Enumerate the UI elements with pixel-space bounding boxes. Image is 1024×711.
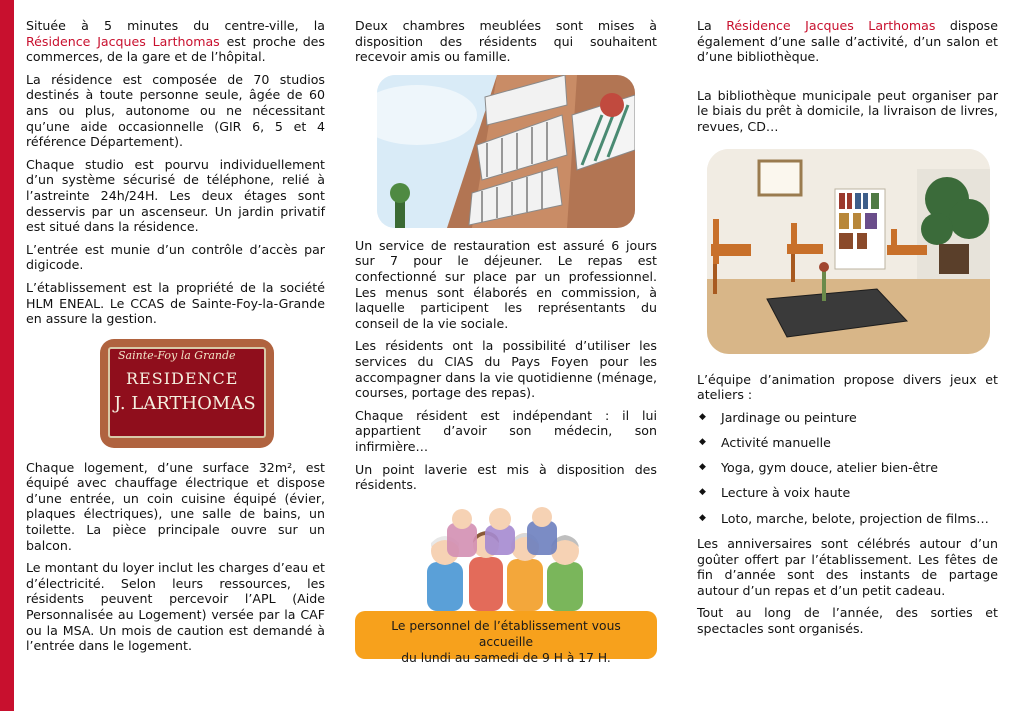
security-paragraph: Chaque studio est pourvu individuellement d’un système sécurisé de téléphone, relié à l’astreinte 24h/24H. Les deux étages sont desservis par un ascenseur. Un jardin privatif est situé dans la résidence. — [26, 156, 325, 235]
library-paragraph: La bibliothèque municipale peut organiser par le biais du prêt à domicile, la livraison de livres, revues, CD… — [697, 87, 998, 134]
access-paragraph: L’entrée est munie d’un contrôle d’accès par digicode. — [26, 241, 325, 273]
workshop-list-item — [697, 410, 998, 426]
activity-room-paragraph — [697, 18, 998, 65]
banner-line-2: du lundi au samedi de 9 H à 17 H. — [401, 650, 611, 665]
workshop-list-item — [697, 511, 998, 527]
animation-paragraph: L’équipe d’animation propose divers jeux et ateliers : — [697, 371, 998, 403]
building-illustration — [377, 75, 635, 228]
independence-paragraph: Chaque résident est indépendant : il lui appartient d’avoir son médecin, son infirmière… — [355, 407, 657, 454]
activity-text-end: dispose également d’une salle d’activité, d’un salon et d’une bibliothèque. — [697, 18, 998, 65]
diamond-bullet-icon: ◆ — [699, 411, 706, 422]
workshop-label: Lecture à voix haute — [721, 485, 851, 501]
banner-line-1: Le personnel de l’établissement vous accueille — [391, 618, 621, 649]
workshop-label: Yoga, gym douce, atelier bien-être — [721, 460, 938, 476]
residence-name: Résidence Jacques Larthomas — [26, 33, 220, 49]
building-photo — [377, 75, 635, 228]
studios-paragraph: La résidence est composée de 70 studios destinés à toute personne seule, âgée de 60 ans ou plus, autonome ou ne nécessitant qu’une aide occasionnelle (GIR 6, 5 et 4 référence Département). — [26, 71, 325, 150]
laundry-paragraph: Un point laverie est mis à disposition des résidents. — [355, 461, 657, 493]
sign-residence: RESIDENCE — [126, 368, 239, 388]
sign-town: Sainte-Foy la Grande — [118, 348, 236, 362]
diamond-bullet-icon: ◆ — [699, 512, 706, 523]
library-illustration — [707, 149, 990, 354]
workshop-list — [697, 410, 998, 526]
restaurant-paragraph: Un service de restauration est assuré 6 jours sur 7 pour le déjeuner. Le repas est confectionné sur place par un professionnel. Les menus sont élaborés en commission, à laquelle participent les représentants du conseil de la vie sociale. — [355, 237, 657, 331]
birthdays-paragraph: Les anniversaires sont célébrés autour d’un goûter offert par l’établissement. Les fêtes de fin d’année sont des instants de partage autour d’un repas et d’un petit cadeau. — [697, 536, 998, 598]
column-1 — [26, 18, 325, 661]
cias-paragraph: Les résidents ont la possibilité d’utiliser les services du CIAS du Pays Foyen pour les accompagner dans la vie quotidienne (ménage, courses, portage des repas). — [355, 338, 657, 401]
column-3 — [697, 18, 998, 644]
rent-paragraph: Le montant du loyer inclut les charges d’eau et d’électricité. Selon leurs ressources, les résidents peuvent percevoir l’APL (Aide Personnalisée au Logement) versée par la CAF ou la MSA. Un mois de caution est demandé à l’entrée dans le logement. — [26, 560, 325, 654]
workshop-list-item — [697, 435, 998, 451]
guest-rooms-paragraph: Deux chambres meublées sont mises à disposition des résidents qui souhaitent recevoir amis ou famille. — [355, 18, 657, 65]
diamond-bullet-icon: ◆ — [699, 462, 706, 473]
seniors-group-drawing — [407, 507, 607, 611]
residence-name-2: Résidence Jacques Larthomas — [726, 18, 936, 33]
workshop-list-item — [697, 460, 998, 476]
workshop-label: Activité manuelle — [721, 434, 831, 450]
residence-sign-photo — [100, 339, 274, 448]
outings-paragraph: Tout au long de l’année, des sorties et spectacles sont organisés. — [697, 605, 998, 637]
workshop-list-item — [697, 485, 998, 501]
workshop-label: Jardinage ou peinture — [721, 409, 857, 425]
intro-text: Située à 5 minutes du centre-ville, la — [26, 18, 325, 33]
workshop-label: Loto, marche, belote, projection de films… — [721, 510, 989, 526]
library-photo — [707, 149, 990, 354]
intro-text-end: est proche des commerces, de la gare et de l’hôpital. — [26, 33, 325, 65]
housing-paragraph: Chaque logement, d’une surface 32m², est équipé avec chauffage électrique et dispose d’une entrée, un coin cuisine équipé (évier, plaques électriques), une salle de bains, un toilette. La pièce principale ouvre sur un balcon. — [26, 459, 325, 553]
opening-hours-banner — [355, 611, 657, 665]
left-accent-bar — [0, 0, 14, 711]
column-2 — [355, 18, 657, 665]
sign-name: J. LARTHOMAS — [114, 392, 256, 414]
intro-paragraph — [26, 18, 325, 65]
diamond-bullet-icon: ◆ — [699, 436, 706, 447]
seniors-illustration — [407, 507, 607, 611]
ownership-paragraph: L’établissement est la propriété de la société HLM ENEAL. Le CCAS de Sainte-Foy-la-Grande en assure la gestion. — [26, 279, 325, 327]
activity-text: La — [697, 18, 727, 33]
diamond-bullet-icon: ◆ — [699, 487, 706, 498]
